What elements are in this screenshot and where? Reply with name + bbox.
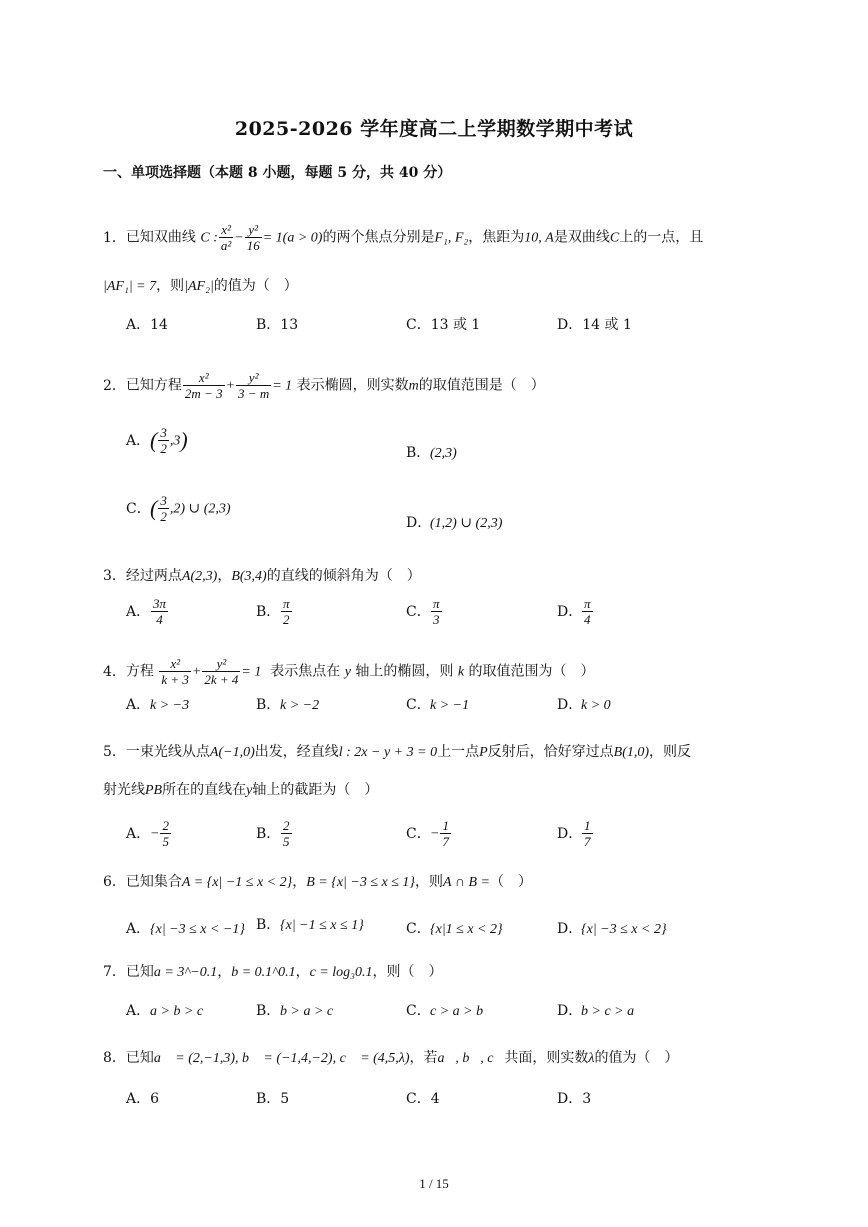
option-c[interactable]: C．( $\frac{3}{2}$ ,2) ∪ (2,3) bbox=[126, 493, 231, 524]
option-b[interactable]: B．(2,3) bbox=[406, 445, 457, 461]
option-c[interactable]: C．{x|1 ≤ x < 2} bbox=[406, 921, 503, 937]
question-number: 5． bbox=[103, 744, 126, 760]
question-3: 3．经过两点A(2,3)，B(3,4)的直线的倾斜角为（ ） bbox=[103, 568, 421, 584]
fraction: $\frac{\text{y²}}{16}$ bbox=[246, 222, 260, 253]
question-number: 2． bbox=[103, 377, 126, 394]
question-5-line2: 射光线PB所在的直线在y轴上的截距为（ ） bbox=[103, 782, 379, 798]
fraction: $\frac{\text{x²}}{2m - 3}$ bbox=[184, 370, 223, 401]
question-2: 2．已知方程 $\frac{\text{x²}}{2m - 3}$ + $\frac{\text{y²}}{3 - m}$ = 1 表示椭圆，则实数m的取值范围是（ ） bbox=[103, 370, 545, 401]
question-4: 4．方程 $\frac{\text{x²}}{k + 3}$ + $\frac{\text{y²}}{2k + 4}$ = 1 表示焦点在 y 轴上的椭圆，则 k 的取值范围为（ ） bbox=[103, 656, 595, 687]
math-expr: C : bbox=[200, 230, 218, 246]
option-a[interactable]: A． $\frac{3\pi}{4}$ bbox=[126, 596, 167, 627]
question-number: 4． bbox=[103, 663, 126, 680]
question-1: 1．已知双曲线 C : $\frac{\text{x²}}{\text{a²}}$ − $\frac{\text{y²}}{16}$ = 1(a > 0)的两个焦点分别是F₁, F₂，焦距为10, A是双曲线C上的一点，且 bbox=[103, 222, 704, 253]
fraction: $\frac{\text{x²}}{k + 3}$ bbox=[161, 656, 189, 687]
option-c[interactable]: C． $\frac{\pi}{3}$ bbox=[406, 596, 440, 627]
option-b[interactable]: B．k > −2 bbox=[256, 697, 320, 713]
option-d[interactable]: D． $\frac{1}{7}$ bbox=[557, 818, 591, 849]
option-c[interactable]: C．− $\frac{1}{7}$ bbox=[406, 818, 449, 849]
option-d[interactable]: D．14 或 1 bbox=[557, 317, 632, 333]
question-7: 7．已知a = 3^−0.1，b = 0.1^0.1，c = log₃0.1，则（ ） bbox=[103, 964, 443, 980]
question-number: 8． bbox=[103, 1050, 126, 1066]
option-a[interactable]: A．6 bbox=[126, 1091, 160, 1107]
option-d[interactable]: D．{x| −3 ≤ x < 2} bbox=[557, 921, 667, 937]
question-number: 1． bbox=[103, 229, 126, 246]
question-number: 7． bbox=[103, 964, 126, 980]
question-number: 6． bbox=[103, 874, 126, 890]
option-a[interactable]: A．{x| −3 ≤ x < −1} bbox=[126, 921, 245, 937]
option-a[interactable]: A．14 bbox=[126, 317, 168, 333]
page-title: 2025-2026 学年度高二上学期数学期中考试 bbox=[234, 118, 634, 140]
option-c[interactable]: C．13 或 1 bbox=[406, 317, 481, 333]
option-d[interactable]: D． $\frac{\pi}{4}$ bbox=[557, 596, 591, 627]
question-6: 6．已知集合A = {x| −1 ≤ x < 2}，B = {x| −3 ≤ x ≤ 1}，则A ∩ B =（ ） bbox=[103, 874, 532, 890]
option-a[interactable]: A．a > b > c bbox=[126, 1003, 204, 1019]
option-a[interactable]: A．k > −3 bbox=[126, 697, 190, 713]
fraction: $\frac{\text{x²}}{\text{a²}}$ bbox=[220, 222, 232, 253]
option-b[interactable]: B．{x| −1 ≤ x ≤ 1} bbox=[256, 917, 364, 933]
option-b[interactable]: B．5 bbox=[256, 1091, 290, 1107]
option-b[interactable]: B．b > a > c bbox=[256, 1003, 334, 1019]
option-b[interactable]: B． $\frac{\pi}{2}$ bbox=[256, 596, 290, 627]
option-b[interactable]: B．13 bbox=[256, 317, 299, 333]
option-c[interactable]: C．4 bbox=[406, 1091, 440, 1107]
option-d[interactable]: D．b > c > a bbox=[557, 1003, 635, 1019]
option-a[interactable]: A．− $\frac{2}{5}$ bbox=[126, 818, 169, 849]
option-d[interactable]: D．(1,2) ∪ (2,3) bbox=[406, 515, 503, 531]
option-c[interactable]: C．k > −1 bbox=[406, 697, 470, 713]
option-a[interactable]: A．( $\frac{3}{2}$ ,3) bbox=[126, 425, 188, 456]
option-d[interactable]: D．k > 0 bbox=[557, 697, 611, 713]
question-number: 3． bbox=[103, 568, 126, 584]
option-c[interactable]: C．c > a > b bbox=[406, 1003, 484, 1019]
option-b[interactable]: B． $\frac{2}{5}$ bbox=[256, 818, 290, 849]
question-5: 5．一束光线从点A(−1,0)出发，经直线l : 2x − y + 3 = 0上一点P反射后，恰好穿过点B(1,0)，则反 bbox=[103, 744, 692, 760]
option-d[interactable]: D．3 bbox=[557, 1091, 592, 1107]
section-heading: 一、单项选择题（本题 8 小题，每题 5 分，共 40 分） bbox=[103, 165, 452, 181]
page-number: 1 / 15 bbox=[419, 1176, 449, 1191]
fraction: $\frac{\text{y²}}{2k + 4}$ bbox=[204, 656, 239, 687]
question-8: 8．已知a⃗ = (2,−1,3), b⃗ = (−1,4,−2), c⃗ = (4,5,λ)，若a⃗, b⃗, c⃗共面，则实数λ的值为（ ） bbox=[103, 1050, 679, 1066]
question-1-line2: |AF₁| = 7，则|AF₂|的值为（ ） bbox=[103, 278, 298, 294]
fraction: $\frac{\text{y²}}{3 - m}$ bbox=[238, 370, 270, 401]
